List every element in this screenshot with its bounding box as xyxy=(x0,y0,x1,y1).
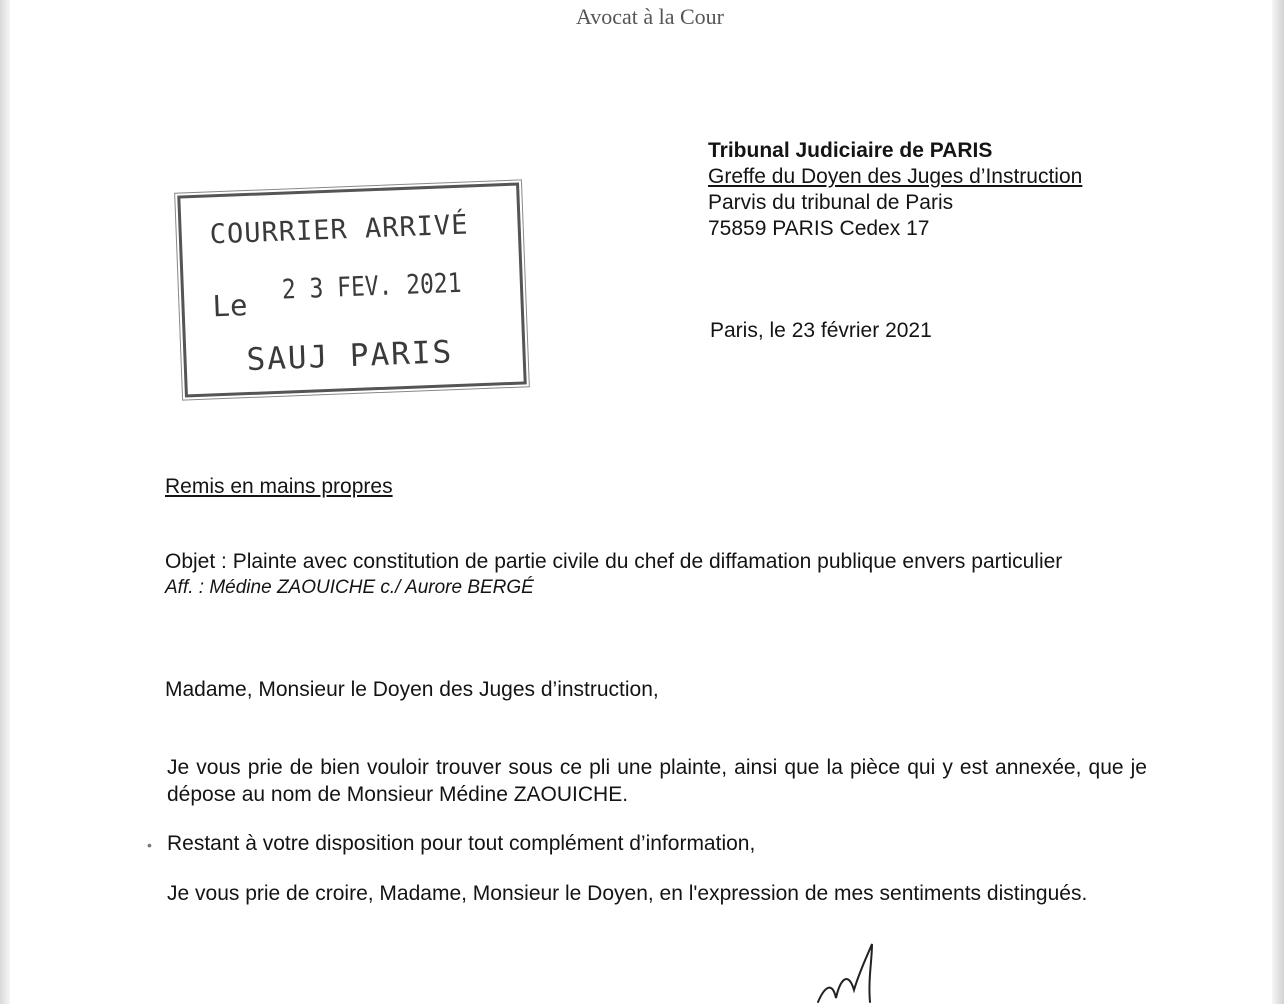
letterhead-title: Avocat à la Cour xyxy=(575,4,725,29)
recipient-address-block xyxy=(708,138,1082,242)
stamp-sauj-paris: SAUJ PARIS xyxy=(245,334,454,379)
letter-date: Paris, le 23 février 2021 xyxy=(710,319,932,342)
recipient-address-line1: Parvis du tribunal de Paris xyxy=(708,191,954,214)
recipient-address-line2: 75859 PARIS Cedex 17 xyxy=(708,217,930,240)
page-edge-left xyxy=(0,0,10,1004)
recipient-court: Tribunal Judiciaire de PARIS xyxy=(708,139,993,162)
page-edge-right xyxy=(1272,0,1284,1004)
body-paragraph: Je vous prie de bien vouloir trouver sous ce pli une plainte, ainsi que la pièce qui y est annexée, que je dépose au nom de Monsieur Médine ZAOUICHE. xyxy=(167,756,1147,806)
scan-mark: • xyxy=(147,837,152,853)
delivery-mode: Remis en mains propres xyxy=(165,475,393,498)
body-paragraph: Restant à votre disposition pour tout complément d’information, xyxy=(167,832,756,855)
salutation: Madame, Monsieur le Doyen des Juges d’instruction, xyxy=(165,678,659,701)
closing-paragraph: Je vous prie de croire, Madame, Monsieur le Doyen, en l'expression de mes sentiments distingués. xyxy=(167,882,1088,905)
received-mail-stamp xyxy=(177,183,527,398)
case-reference: Aff. : Médine ZAOUICHE c./ Aurore BERGÉ xyxy=(165,577,534,598)
stamp-date: 2 3 FEV. 2021 xyxy=(281,267,463,306)
stamp-courrier-arrive: COURRIER ARRIVÉ xyxy=(209,209,470,251)
stamp-le: Le xyxy=(211,288,249,324)
signature-mark xyxy=(810,940,900,1004)
letter-subject: Objet : Plainte avec constitution de partie civile du chef de diffamation publique envers particulier xyxy=(165,550,1063,573)
recipient-office: Greffe du Doyen des Juges d’Instruction xyxy=(708,165,1083,188)
